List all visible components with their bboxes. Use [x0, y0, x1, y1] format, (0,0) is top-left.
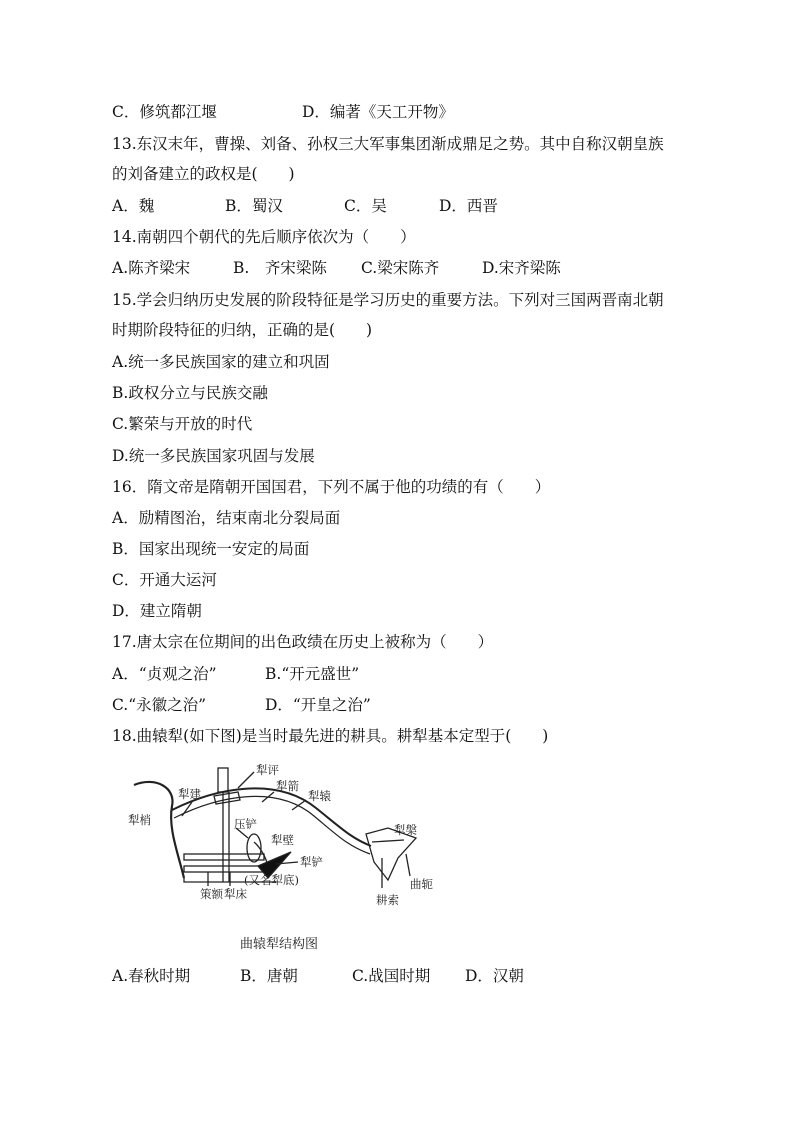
- q13-stem-line1: 13.东汉末年，曹操、刘备、孙权三大军事集团渐成鼎足之势。其中自称汉朝皇族: [112, 135, 664, 153]
- q17-option-b[interactable]: B.“开元盛世”: [265, 665, 360, 683]
- q14-stem: 14.南朝四个朝代的先后顺序依次为（ ）: [112, 228, 416, 246]
- curved-plough-diagram: [126, 758, 446, 954]
- q14-option-a[interactable]: A.陈齐梁宋: [112, 259, 191, 277]
- q16-stem: 16．隋文帝是隋朝开国国君，下列不属于他的功绩的有（ ）: [112, 478, 551, 496]
- q18-option-b[interactable]: B．唐朝: [240, 967, 298, 985]
- q15-option-d[interactable]: D.统一多民族国家巩固与发展: [112, 447, 315, 465]
- q13-option-b[interactable]: B．蜀汉: [225, 197, 283, 215]
- label-lipan: 犁槃: [394, 823, 417, 837]
- label-alias: (又名犁底): [244, 873, 299, 887]
- label-lishao: 犁梢: [128, 813, 151, 827]
- q16-option-d[interactable]: D．建立隋朝: [112, 602, 202, 620]
- q13-stem-line2: 的刘备建立的政权是( ): [112, 165, 295, 183]
- label-lijian-arrow: 犁箭: [276, 779, 299, 793]
- q13-option-c[interactable]: C．吴: [344, 197, 387, 215]
- q14-option-d[interactable]: D.宋齐梁陈: [482, 259, 561, 277]
- q14-option-b[interactable]: B. 齐宋梁陈: [233, 259, 327, 277]
- q13-option-d[interactable]: D．西晋: [439, 197, 498, 215]
- q13-option-a[interactable]: A．魏: [112, 197, 155, 215]
- q18-option-d[interactable]: D．汉朝: [465, 967, 524, 985]
- plough-drawing: [134, 768, 416, 888]
- label-libi: 犁壁: [271, 833, 294, 847]
- q15-stem-line1: 15.学会归纳历史发展的阶段特征是学习历史的重要方法。下列对三国两晋南北朝: [112, 291, 664, 309]
- q16-option-a[interactable]: A．励精图治，结束南北分裂局面: [112, 509, 341, 527]
- q14-option-c[interactable]: C.梁宋陈齐: [361, 259, 440, 277]
- q16-option-c[interactable]: C．开通大运河: [112, 571, 217, 589]
- q17-stem: 17.唐太宗在位期间的出色政绩在历史上被称为（ ）: [112, 633, 494, 651]
- q18-stem: 18.曲辕犁(如下图)是当时最先进的耕具。耕犁基本定型于( ): [112, 727, 549, 745]
- q16-option-b[interactable]: B．国家出现统一安定的局面: [112, 540, 310, 558]
- q15-option-c[interactable]: C.繁荣与开放的时代: [112, 415, 253, 433]
- q17-option-c[interactable]: C.“永徽之治”: [112, 696, 207, 714]
- q15-stem-line2: 时期阶段特征的归纳，正确的是( ): [112, 321, 373, 339]
- q15-option-a[interactable]: A.统一多民族国家的建立和巩固: [112, 353, 330, 371]
- label-qufan: 曲轭: [410, 877, 433, 891]
- label-lichan: 犁铲: [300, 855, 323, 869]
- q18-option-c[interactable]: C.战国时期: [352, 967, 431, 985]
- label-yachan: 压铲: [234, 817, 257, 831]
- label-lipping: 犁评: [256, 763, 279, 777]
- label-lichuang: 犁床: [224, 887, 247, 901]
- label-gengsuo: 耕索: [376, 893, 399, 907]
- q12-option-c[interactable]: C．修筑都江堰: [112, 103, 217, 121]
- label-liyuan: 犁辕: [308, 789, 331, 803]
- label-lijian: 犁建: [178, 787, 201, 801]
- label-cee: 策额: [200, 887, 223, 901]
- q17-option-a[interactable]: A．“贞观之治”: [112, 665, 217, 683]
- q15-option-b[interactable]: B.政权分立与民族交融: [112, 384, 268, 402]
- q17-option-d[interactable]: D．“开皇之治”: [265, 696, 371, 714]
- q18-option-a[interactable]: A.春秋时期: [112, 967, 191, 985]
- diagram-caption: 曲辕犁结构图: [240, 937, 319, 952]
- q12-option-d[interactable]: D．编著《天工开物》: [302, 103, 454, 121]
